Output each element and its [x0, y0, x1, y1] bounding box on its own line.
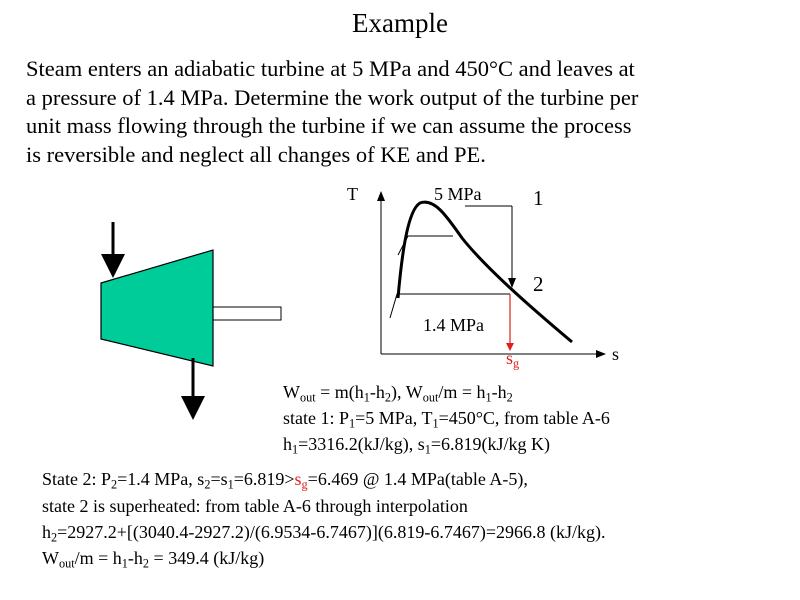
state1-line: state 1: $P_1=5$ MPa, $T_1=450^\circ C$, from table A-6	[283, 408, 610, 431]
state2-line-2: state 2 is superheated: from table A-6 through interpolation	[42, 496, 468, 516]
sg-label: $s_g$	[506, 348, 520, 371]
state1-label: 1	[533, 186, 544, 210]
state2-label: 2	[533, 272, 544, 296]
state2-line-4: $W_{out}/m = h_1-h_2 = 349.4$ (kJ/kg)	[42, 548, 265, 571]
work-equation: $W_{out} = m(h_1-h_2)$, $W_{out}/m = h_1-h_2$	[283, 382, 513, 405]
sg-symbol: $s_g$	[294, 469, 308, 492]
turbine-body	[101, 250, 213, 366]
ts-diagram	[381, 192, 605, 354]
problem-line: unit mass flowing through the turbine if we can assume the process	[26, 113, 632, 138]
isobar-5mpa	[398, 236, 453, 255]
problem-line: Steam enters an adiabatic turbine at 5 MPa and 450°C and leaves at	[26, 56, 635, 81]
problem-line: a pressure of 1.4 MPa. Determine the work output of the turbine per	[26, 84, 639, 110]
h1-line: $h_1=3316.2(kJ/kg)$, $s_1=6.819(kJ/kg$ K)	[283, 434, 551, 457]
state2-line-1: State 2: $P_2=1.4$ MPa, $s_2=s_1=6.819>s_g=6.469$ @ 1.4 MPa(table A-5),	[42, 469, 528, 492]
s-axis-label: s	[612, 344, 620, 364]
problem-line: is reversible and neglect all changes of KE and PE.	[26, 141, 486, 167]
t-axis-label: T	[347, 184, 358, 204]
pressure-low-label: 1.4 MPa	[423, 315, 485, 335]
turbine-shaft	[213, 307, 281, 320]
slide-title: Example	[352, 8, 448, 38]
pressure-high-label: 5 MPa	[434, 184, 482, 204]
state2-line-3: $h_2=2927.2+[(3040.4-2927.2)/(6.9534-6.7467)](6.819-6.7467)=2966.8$ (kJ/kg).	[42, 522, 606, 545]
turbine-sketch	[101, 222, 281, 414]
